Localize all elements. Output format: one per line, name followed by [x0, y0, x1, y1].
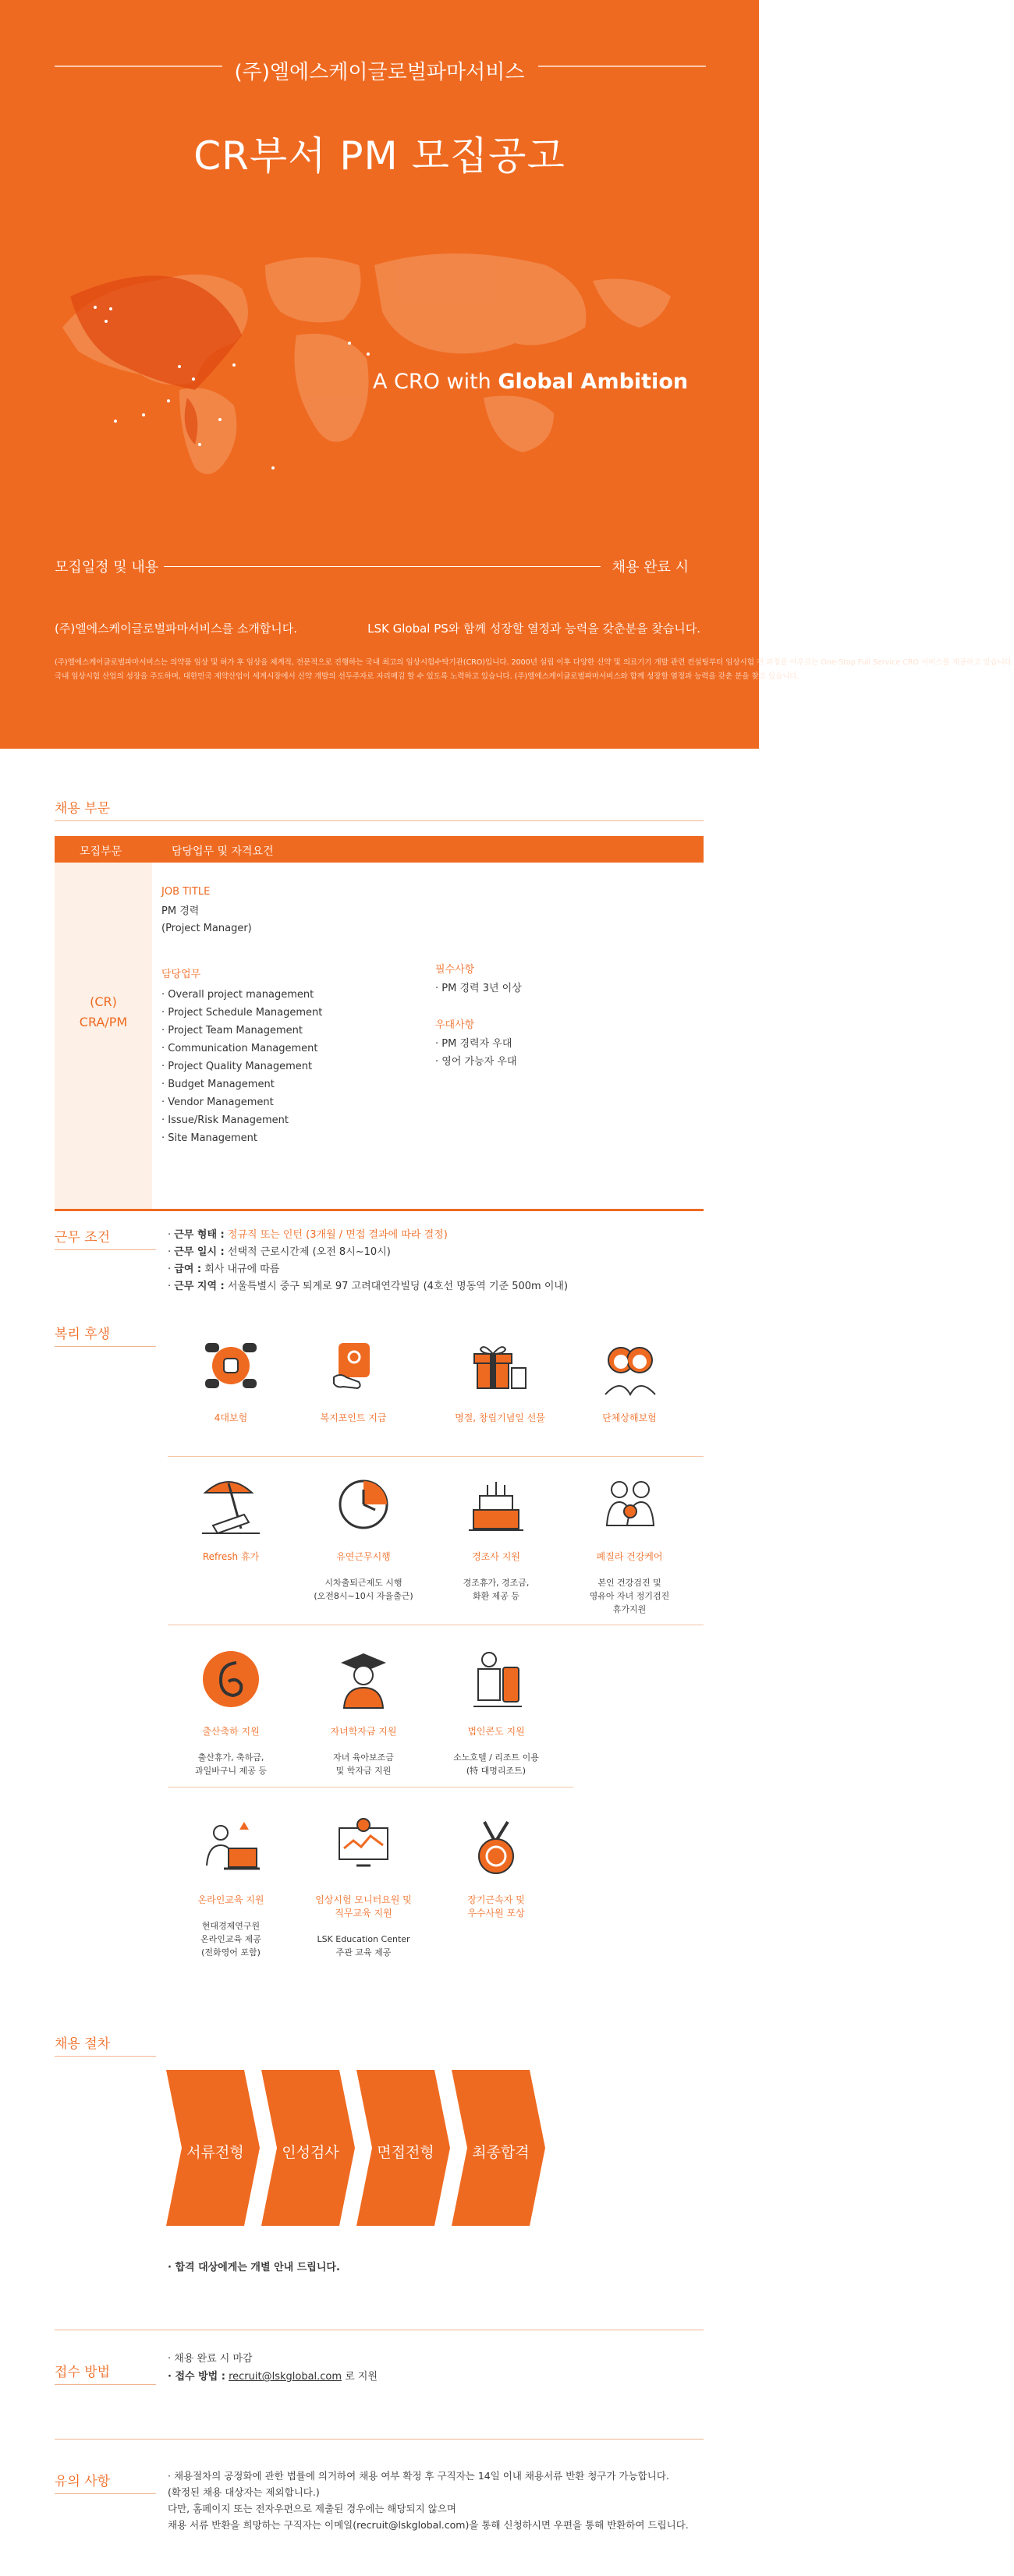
duties-list — [161, 986, 322, 1147]
schedule-label: 모집일정 및 내용 — [55, 559, 159, 576]
benefit-desc — [445, 1751, 547, 1777]
tagline-pre: A CRO with — [373, 370, 498, 394]
world-map-illustration — [47, 234, 702, 499]
page-title: CR부서 PM 모집공고 — [193, 133, 566, 179]
benefit-tuition — [313, 1646, 414, 1777]
job-title-2: (Project Manager) — [161, 923, 252, 934]
benefit-label: 출산축하 지원 — [202, 1726, 260, 1737]
recruit-section-title: 채용 부문 — [55, 801, 111, 817]
dept-line-2: CRA/PM — [79, 1015, 128, 1029]
process-step-3: 면접전형 — [377, 2144, 434, 2161]
duty-item: · Project Schedule Management — [161, 1007, 323, 1019]
process-step-2: 인성검사 — [282, 2144, 339, 2161]
col-dept-header: 모집부문 — [80, 845, 122, 858]
notes-top-rule — [55, 2439, 704, 2440]
notes-line-2: (확정된 채용 대상자는 제외합니다.) — [168, 2486, 320, 2498]
elderly-couple-icon — [596, 1332, 663, 1399]
benefit-label-line: 임상시험 모니터요원 및 — [315, 1894, 412, 1905]
beach-umbrella-icon — [197, 1471, 264, 1538]
benefit-label: Refresh 휴가 — [202, 1551, 260, 1562]
condition-salary-value: 회사 내규에 따름 — [201, 1263, 280, 1275]
benefits-section-title: 복리 후생 — [55, 1327, 111, 1342]
laptop-learning-icon — [197, 1814, 264, 1881]
duty-item: · Project Quality Management — [161, 1061, 313, 1072]
benefit-desc-line: 온라인교육 제공 — [200, 1934, 261, 1944]
benefit-label: 법인콘도 지원 — [467, 1726, 525, 1737]
condition-hours: · 근무 일시 : 선택적 근로시간제 (오전 8시~10시) — [168, 1246, 391, 1258]
hero-banner — [0, 0, 1014, 749]
benefit-label: 유연근무시행 — [336, 1551, 391, 1562]
benefit-label-line: 장기근속자 및 — [467, 1894, 525, 1905]
col-duties-header: 담당업무 및 자격요건 — [172, 845, 274, 858]
benefit-birth — [180, 1646, 282, 1777]
company-name: (주)엘에스케이글로벌파마서비스 — [234, 61, 525, 84]
benefit-desc-line: 주관 교육 제공 — [335, 1947, 392, 1958]
duty-item: · Issue/Risk Management — [161, 1114, 289, 1126]
benefit-flextime — [313, 1471, 414, 1603]
intro-text-2: 국내 임상시험 산업의 성장을 주도하며, 대한민국 제약산업이 세계시장에서 신약 개발의 선두주자로 자리매김 할 수 있도록 노력하고 있습니다. (주)엘에스케이글로벌파마서비스와 함께 성장할 열정과 능력을 갖춘 분을 찾고 있습니다. — [55, 672, 800, 681]
notes-line-1: · 채용절차의 공정화에 관한 법률에 의거하여 채용 여부 확정 후 구직자는 14일 이내 채용서류 반환 청구가 가능합니다. — [168, 2470, 669, 2482]
family-icon — [596, 1471, 663, 1538]
benefits-row-rule-1 — [168, 1456, 704, 1457]
benefit-condo — [445, 1646, 547, 1777]
benefit-label — [445, 1894, 547, 1920]
benefit-desc-line: 현대경제연구원 — [201, 1921, 261, 1931]
notes-line-3: 다만, 홈페이지 또는 전자우편으로 제출된 경우에는 해당되지 않으며 — [168, 2503, 456, 2514]
condition-type-value: 정규직 또는 인턴 (3개월 / 면접 결과에 따라 결정) — [224, 1229, 448, 1241]
condition-type: · 근무 형태 : 정규직 또는 인턴 (3개월 / 면접 결과에 따라 결정) — [168, 1229, 448, 1241]
condition-hours-key: 근무 일시 : — [174, 1246, 225, 1258]
benefit-cra-training — [313, 1814, 414, 1959]
apply-method-key: · 접수 방법 : — [168, 2371, 225, 2383]
job-title-label: JOB TITLE — [161, 886, 211, 898]
benefit-insurance — [180, 1332, 282, 1425]
benefit-label: 단체상해보험 — [602, 1412, 657, 1423]
process-note: · 합격 대상에게는 개별 안내 드립니다. — [168, 2262, 340, 2273]
benefit-online-edu — [180, 1814, 282, 1959]
clock-icon — [330, 1471, 397, 1538]
benefits-rule — [55, 1346, 156, 1347]
benefit-desc-line: 경조휴가, 경조금, — [463, 1578, 530, 1588]
notes-line-4: 채용 서류 반환을 희망하는 구직자는 이메일(recruit@lskglobal.com)을 통해 신청하시면 우편을 통해 반환하여 드립니다. — [168, 2519, 689, 2531]
benefit-label: 4대보험 — [214, 1412, 248, 1423]
job-title-1: PM 경력 — [161, 905, 200, 917]
required-label: 필수사항 — [435, 964, 475, 976]
apply-method-tail: 로 지원 — [342, 2371, 378, 2383]
benefit-desc — [445, 1576, 547, 1603]
benefit-label-line: 우수사원 포상 — [467, 1908, 525, 1919]
conditions-section-title: 근무 조건 — [55, 1230, 111, 1245]
intro-heading-right: LSK Global PS와 함께 성장할 열정과 능력을 갖춘분을 찾습니다. — [367, 622, 700, 636]
schedule-value: 채용 완료 시 — [612, 559, 689, 576]
tagline — [373, 370, 688, 394]
recruit-table-header — [55, 836, 704, 863]
dept-line-1: (CR) — [90, 994, 117, 1009]
duty-item: · Site Management — [161, 1132, 257, 1144]
preferred-label: 우대사항 — [435, 1019, 475, 1031]
notes-section-title: 유의 사항 — [55, 2474, 111, 2489]
benefit-desc-line: (特 대명리조트) — [466, 1766, 526, 1776]
benefit-desc-line: LSK Education Center — [317, 1934, 410, 1944]
benefit-desc — [313, 1933, 414, 1959]
apply-email-link[interactable]: recruit@lskglobal.com — [229, 2371, 342, 2383]
benefit-label: 복지포인트 지급 — [320, 1412, 387, 1423]
benefit-refresh-leave — [180, 1471, 282, 1564]
condition-location-value: 서울특별시 중구 퇴계로 97 고려대연각빌딩 (4호선 명동역 기준 500m 이내) — [224, 1281, 569, 1292]
benefit-desc-line: 소노호텔 / 리조트 이용 — [453, 1752, 539, 1763]
intro-heading-left: (주)엘에스케이글로벌파마서비스를 소개합니다. — [55, 622, 298, 636]
apply-deadline: · 채용 완료 시 마감 — [168, 2353, 253, 2365]
apply-method — [168, 2368, 378, 2383]
preferred-item-2: · 영어 가능자 우대 — [435, 1056, 517, 1068]
monitor-training-icon — [330, 1814, 397, 1881]
point-card-icon — [320, 1332, 387, 1399]
benefit-long-service — [445, 1814, 547, 1920]
benefit-health-care — [579, 1471, 680, 1616]
benefit-desc-line: 자녀 육아보조금 — [333, 1752, 394, 1763]
benefit-desc-line: 시차출퇴근제도 시행 — [324, 1578, 402, 1588]
benefit-desc-line: (전화영어 포함) — [201, 1947, 261, 1958]
hands-circle-icon — [197, 1332, 264, 1399]
medal-icon — [463, 1814, 530, 1881]
process-rule — [55, 2056, 156, 2057]
benefit-group-insurance — [579, 1332, 680, 1425]
benefit-desc — [313, 1576, 414, 1603]
tagline-bold: Global Ambition — [498, 370, 689, 394]
condition-location: · 근무 지역 : 서울특별시 중구 퇴계로 97 고려대연각빌딩 (4호선 명동역 기준 500m 이내) — [168, 1281, 569, 1292]
duty-item: · Overall project management — [161, 989, 314, 1001]
condition-hours-value: 선택적 근로시간제 (오전 8시~10시) — [224, 1246, 391, 1258]
bellhop-icon — [463, 1646, 530, 1713]
graduate-icon — [330, 1646, 397, 1713]
benefit-desc-line: 화환 제공 등 — [472, 1591, 520, 1601]
schedule-line — [164, 566, 601, 567]
dept-cell — [55, 863, 152, 1209]
duty-item: · Communication Management — [161, 1043, 318, 1054]
benefit-desc — [180, 1919, 282, 1959]
duty-item: · Vendor Management — [161, 1097, 274, 1108]
condition-location-key: 근무 지역 : — [174, 1281, 225, 1292]
process-step-1: 서류전형 — [186, 2144, 244, 2161]
benefit-desc-line: 휴가지원 — [612, 1604, 647, 1614]
benefit-label: 폐질라 건강케어 — [596, 1551, 663, 1562]
condition-salary-key: 급여 : — [174, 1263, 202, 1275]
benefit-label: 경조사 지원 — [472, 1551, 520, 1562]
benefit-family-events — [445, 1471, 547, 1603]
benefit-label-line: 직무교육 지원 — [335, 1908, 392, 1919]
intro-text-1: (주)엘에스케이글로벌파마서비스는 의약품 임상 및 허가 후 임상을 체계적, 전문적으로 진행하는 국내 최고의 임상시험수탁기관(CRO)입니다. 2000년 설립 이후 다양한 신약 및 의료기기 개발 관련 컨설팅부터 임상시험 전 과정을 아우르는 One-Stop Full Service CRO 서비스를 제공하고 있습니다. — [55, 658, 1014, 667]
benefit-holiday-gift — [449, 1332, 551, 1425]
baby-icon — [197, 1646, 264, 1713]
benefit-desc-line: (오전8시~10시 자율출근) — [314, 1591, 413, 1601]
required-item: · PM 경력 3년 이상 — [435, 983, 522, 994]
recruit-section-rule — [55, 820, 704, 821]
benefit-desc-line: 과일바구니 제공 등 — [194, 1766, 267, 1776]
benefits-row-rule-3 — [168, 1787, 573, 1788]
benefit-desc-line: 영유아 자녀 정기검진 — [589, 1591, 670, 1601]
benefit-desc — [313, 1751, 414, 1777]
benefit-label — [313, 1894, 414, 1920]
benefit-welfare-points — [303, 1332, 404, 1425]
benefit-desc-line: 및 학자금 지원 — [335, 1766, 392, 1776]
dept-name — [55, 992, 152, 1033]
recruit-table-bottom — [55, 1209, 704, 1211]
conditions-rule — [55, 1249, 156, 1250]
duty-item: · Budget Management — [161, 1079, 275, 1090]
notes-rule — [55, 2493, 156, 2494]
condition-type-key: 근무 형태 : — [174, 1229, 225, 1241]
duty-item: · Project Team Management — [161, 1025, 303, 1036]
benefit-label: 온라인교육 지원 — [197, 1894, 264, 1905]
apply-section-title: 접수 방법 — [55, 2365, 111, 2380]
apply-rule — [55, 2384, 156, 2385]
benefit-desc-line: 본인 건강검진 및 — [597, 1578, 661, 1588]
process-section-title: 채용 절차 — [55, 2036, 111, 2052]
benefit-desc — [579, 1576, 680, 1616]
condition-salary: · 급여 : 회사 내규에 따름 — [168, 1263, 280, 1275]
preferred-item-1: · PM 경력자 우대 — [435, 1038, 512, 1050]
process-step-4: 최종합격 — [472, 2144, 530, 2161]
benefit-desc-line: 출산휴가, 축하금, — [197, 1752, 264, 1763]
duties-label: 담당업무 — [161, 969, 201, 980]
benefit-desc — [180, 1751, 282, 1777]
benefit-label: 명절, 창립기념일 선물 — [455, 1412, 545, 1423]
benefit-label: 자녀학자금 지원 — [330, 1726, 397, 1737]
cake-icon — [463, 1471, 530, 1538]
gift-box-icon — [466, 1332, 534, 1399]
